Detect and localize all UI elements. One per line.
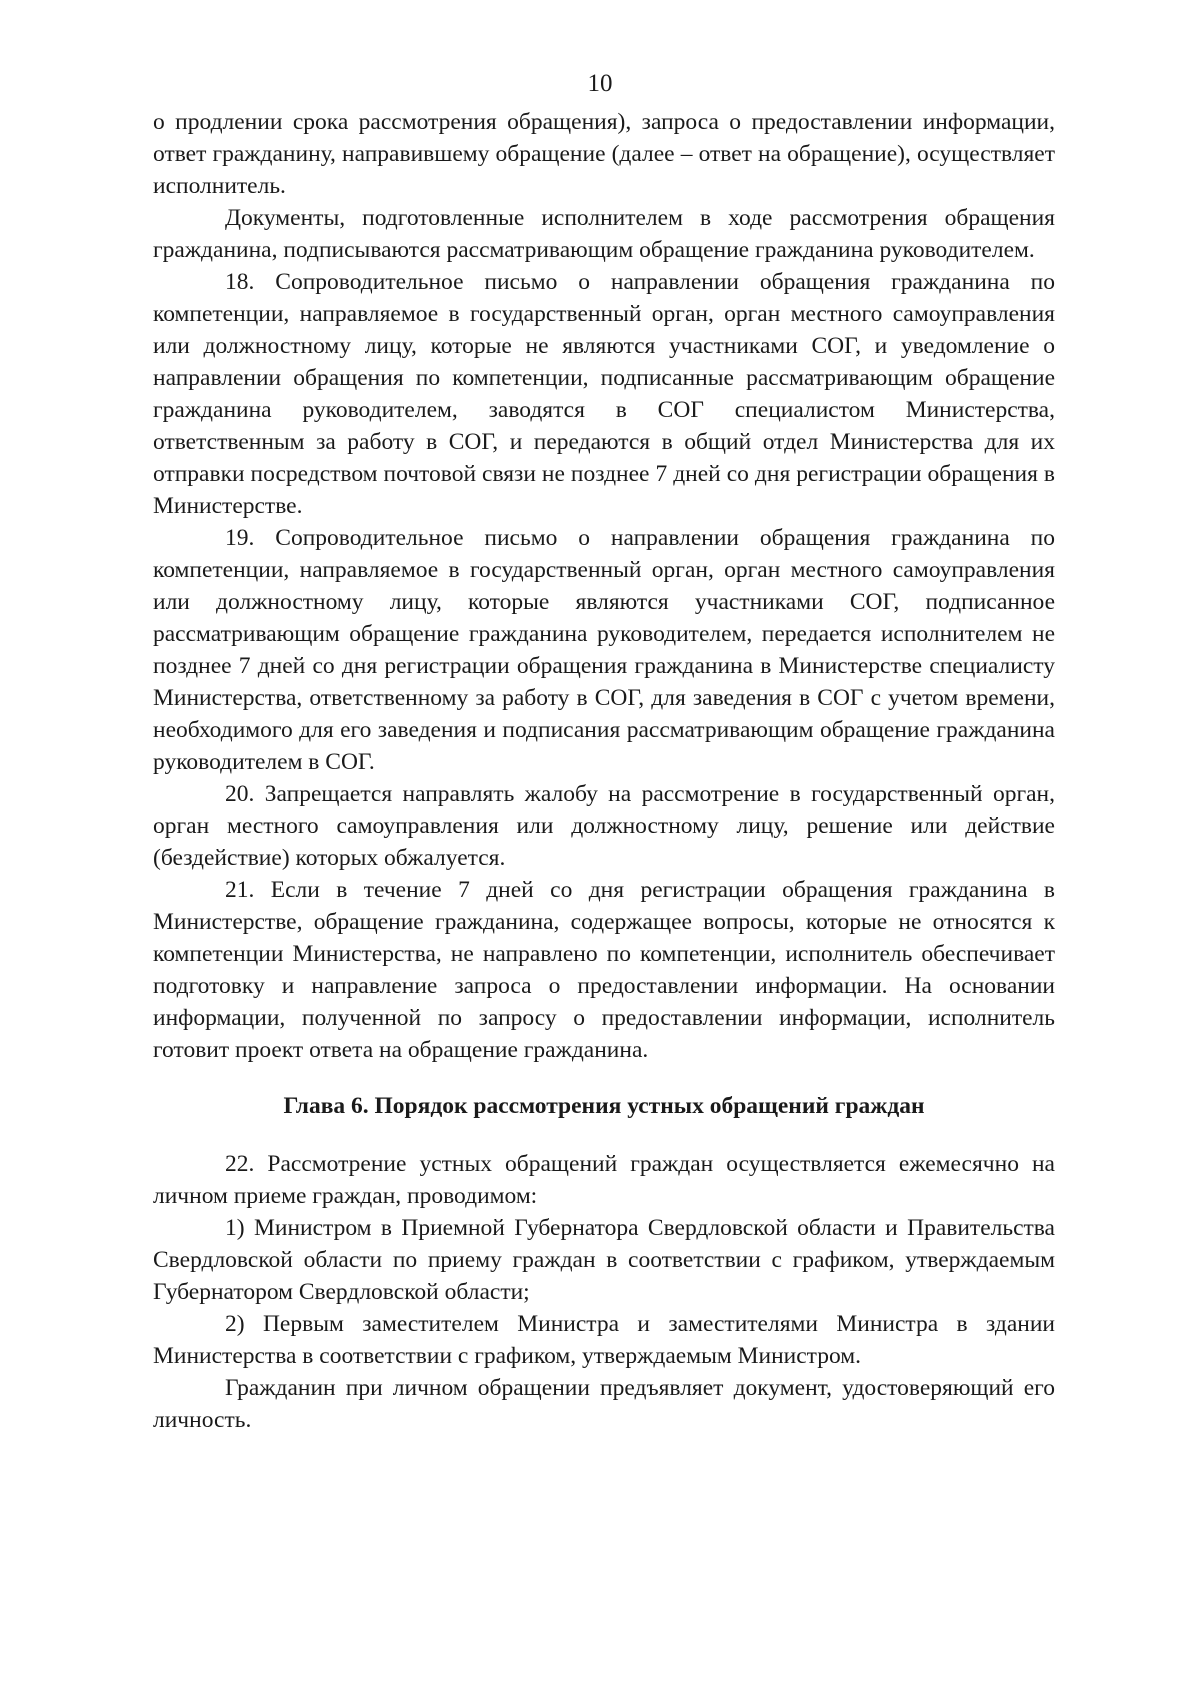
paragraphs-before-heading [153, 106, 1055, 1066]
paragraph: 19. Сопроводительное письмо о направлении обращения гражданина по компетенции, направляемое в государственный орган, орган местного самоуправления или должностному лицу, которые являются участниками СОГ, подписанное рассматривающим обращение гражданина руководителем, передается исполнителем не позднее 7 дней со дня регистрации обращения гражданина в Министерстве специалисту Министерства, ответственному за работу в СОГ, для заведения в СОГ с учетом времени, необходимого для его заведения и подписания рассматривающим обращение гражданина руководителем в СОГ. [153, 525, 1055, 775]
paragraphs-after-heading [153, 1148, 1055, 1436]
paragraph: Гражданин при личном обращении предъявляет документ, удостоверяющий его личность. [153, 1375, 1055, 1433]
paragraph: 18. Сопроводительное письмо о направлении обращения гражданина по компетенции, направляемое в государственный орган, орган местного самоуправления или должностному лицу, которые не являются участниками СОГ, и уведомление о направлении обращения по компетенции, подписанные рассматривающим обращение гражданина руководителем, заводятся в СОГ специалистом Министерства, ответственным за работу в СОГ, и передаются в общий отдел Министерства для их отправки посредством почтовой связи не позднее 7 дней со дня регистрации обращения в Министерстве. [153, 269, 1055, 519]
paragraph: Документы, подготовленные исполнителем в ходе рассмотрения обращения гражданина, подписываются рассматривающим обращение гражданина руководителем. [153, 205, 1055, 263]
chapter-heading: Глава 6. Порядок рассмотрения устных обращений граждан [283, 1093, 925, 1119]
paragraph: о продлении срока рассмотрения обращения), запроса о предоставлении информации, ответ гражданину, направившему обращение (далее – ответ на обращение), осуществляет исполнитель. [153, 109, 1055, 199]
paragraph: 22. Рассмотрение устных обращений граждан осуществляется ежемесячно на личном приеме граждан, проводимом: [153, 1151, 1055, 1209]
paragraph: 2) Первым заместителем Министра и заместителями Министра в здании Министерства в соответствии с графиком, утверждаемым Министром. [153, 1311, 1055, 1369]
page-number: 10 [587, 70, 613, 97]
paragraph: 21. Если в течение 7 дней со дня регистрации обращения гражданина в Министерстве, обращение гражданина, содержащее вопросы, которые не относятся к компетенции Министерства, не направлено по компетенции, исполнитель обеспечивает подготовку и направление запроса о предоставлении информации. На основании информации, полученной по запросу о предоставлении информации, исполнитель готовит проект ответа на обращение гражданина. [153, 877, 1055, 1063]
paragraph: 1) Министром в Приемной Губернатора Свердловской области и Правительства Свердловской области по приему граждан в соответствии с графиком, утверждаемым Губернатором Свердловской области; [153, 1215, 1055, 1305]
document-body [153, 106, 1055, 1436]
paragraph: 20. Запрещается направлять жалобу на рассмотрение в государственный орган, орган местного самоуправления или должностному лицу, решение или действие (бездействие) которых обжалуется. [153, 781, 1055, 871]
